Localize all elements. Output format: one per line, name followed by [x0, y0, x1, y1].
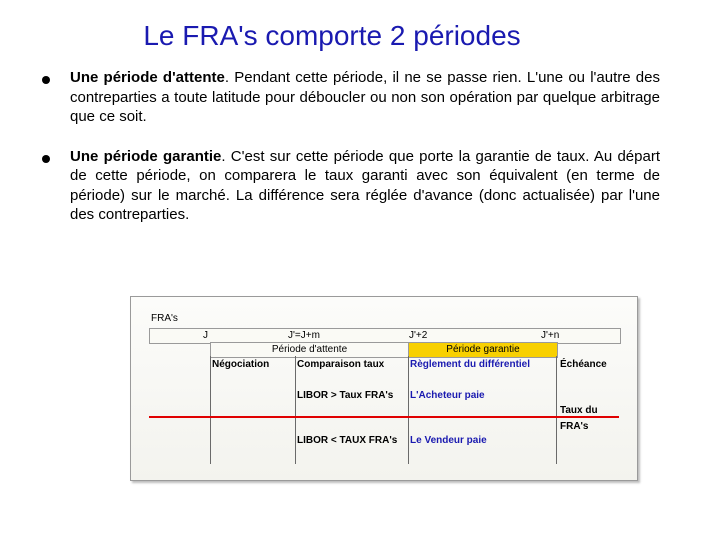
divider-line-j: [210, 356, 211, 464]
bullet-waiting-text: [70, 68, 660, 127]
axis-label-j-prime-plus-2: J'+2: [409, 330, 428, 341]
bullet-guaranteed-body: . C'est sur cette période que porte la garantie de taux. Au départ de cette période, on comparera le taux garanti avec son équivalent (en terme de période) sur le marché. La différence sera réglée d'avance (donc actualisée) par l'une des contreparties.: [70, 147, 660, 223]
axis-label-j-prime-plus-n: J'+n: [541, 330, 560, 341]
bullet-dot-icon: [42, 155, 50, 163]
bullet-guaranteed-text: [70, 147, 660, 225]
label-case2-result: Le Vendeur paie: [410, 435, 487, 446]
guaranteed-period-bar: Période garantie: [408, 342, 558, 358]
bullet-dot-icon: [42, 76, 50, 84]
slide-title: Le FRA's comporte 2 périodes: [143, 20, 521, 51]
label-comparison: Comparaison taux: [297, 359, 385, 370]
bullet-list: [40, 68, 660, 245]
axis-label-j: J: [203, 330, 208, 341]
bullet-guaranteed-period: [40, 147, 660, 225]
bullet-waiting-term: Une période d'attente: [70, 69, 225, 86]
figure-caption: FRA's: [151, 313, 178, 324]
divider-line-j-prime-plus-2: [408, 356, 409, 464]
fra-timeline-figure: [130, 296, 638, 481]
axis-label-j-prime: J'=J+m: [288, 330, 320, 341]
divider-line-j-prime: [295, 356, 296, 464]
label-maturity: Échéance: [560, 359, 607, 370]
bullet-guaranteed-term: Une période garantie: [70, 147, 222, 165]
bullet-waiting-body: . Pendant cette période, il ne se passe rien. L'une ou l'autre des contreparties a toute latitude pour déboucler ou non son opération par quelque arbitrage que ce soit.: [70, 69, 660, 125]
divider-line-j-prime-plus-n: [556, 356, 557, 464]
label-case1-result: L'Acheteur paie: [410, 390, 485, 401]
fra-rate-line: [149, 416, 619, 418]
label-rate-line1: Taux du: [560, 405, 598, 416]
label-case2-condition: LIBOR < TAUX FRA's: [297, 435, 398, 446]
bullet-waiting-period: [40, 68, 660, 127]
label-rate-line2: FRA's: [560, 421, 589, 432]
label-case1-condition: LIBOR > Taux FRA's: [297, 390, 394, 401]
waiting-period-bar: Période d'attente: [210, 342, 409, 358]
label-negotiation: Négociation: [212, 359, 270, 370]
label-settlement: Règlement du différentiel: [410, 359, 531, 370]
